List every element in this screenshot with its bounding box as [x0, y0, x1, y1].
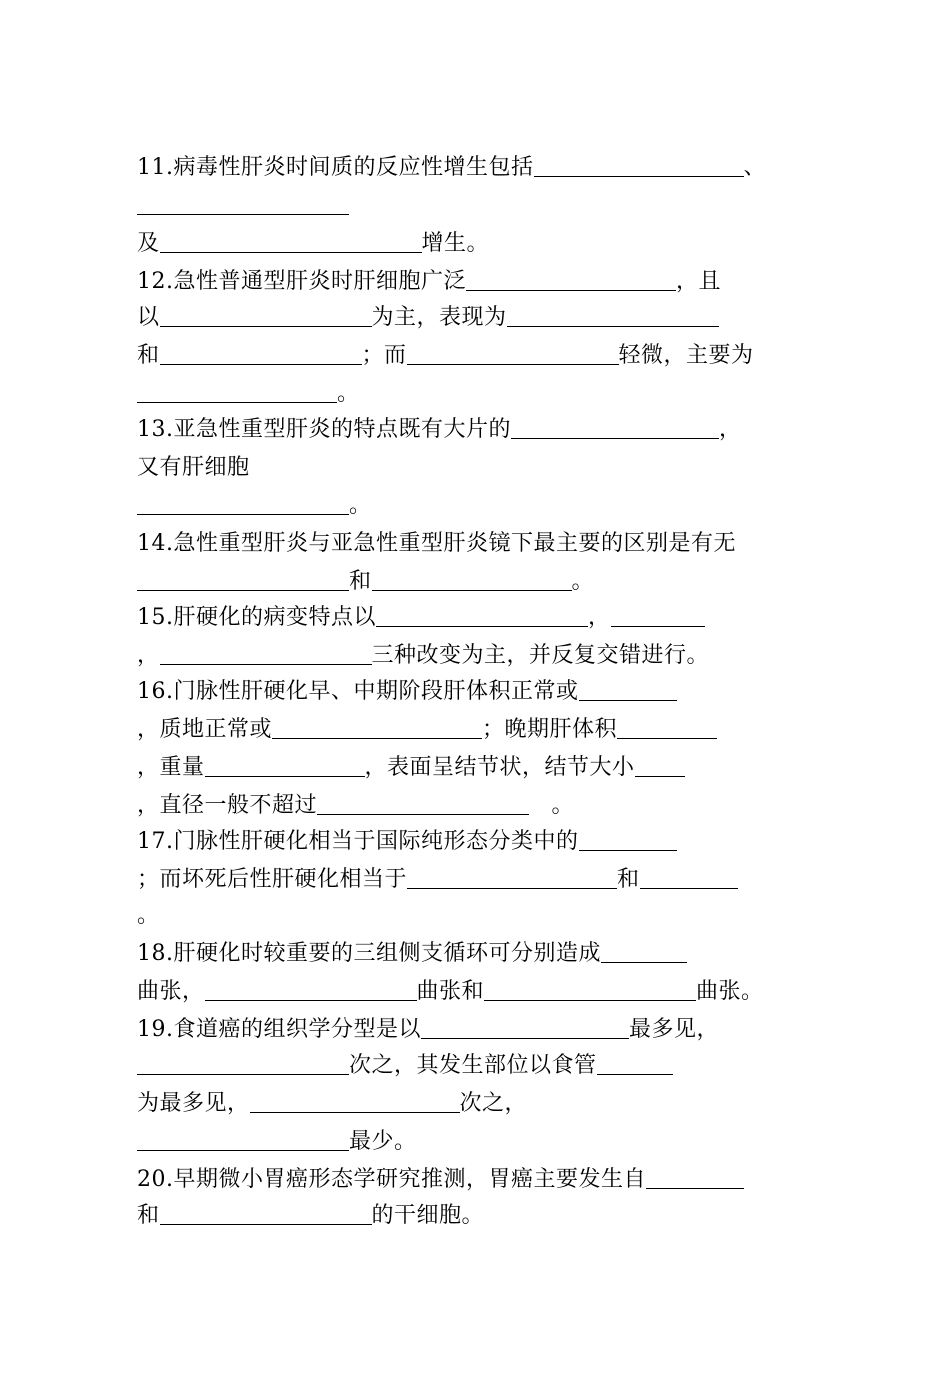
- question-text: 、: [743, 155, 767, 180]
- question-text: 17.门脉性肝硬化相当于国际纯形态分类中的: [137, 829, 579, 854]
- answer-blank[interactable]: [421, 1016, 629, 1039]
- question-text: 和: [137, 1203, 160, 1228]
- question-line: [137, 190, 349, 222]
- answer-blank[interactable]: [597, 1052, 673, 1075]
- question-text: 13.亚急性重型肝炎的特点既有大片的: [137, 417, 511, 442]
- question-line: [137, 266, 721, 298]
- answer-blank[interactable]: [137, 1128, 349, 1151]
- question-line: [137, 640, 709, 672]
- question-text: 的干细胞。: [371, 1203, 485, 1228]
- question-line: [137, 490, 372, 522]
- question-text: ；而坏死后性肝硬化相当于: [137, 867, 408, 892]
- answer-blank[interactable]: [579, 828, 677, 851]
- question-text: 11.病毒性肝炎时间质的反应性增生包括: [137, 155, 534, 180]
- question-text: ，且: [676, 269, 722, 294]
- answer-blank[interactable]: [160, 342, 362, 365]
- question-text: ；而: [361, 343, 407, 368]
- question-text: 。: [529, 793, 575, 818]
- question-text: 曲张和: [416, 979, 485, 1004]
- question-line: [137, 1164, 744, 1196]
- question-line: [137, 900, 160, 932]
- question-text: 增生。: [421, 231, 490, 256]
- answer-blank[interactable]: [646, 1166, 744, 1189]
- question-text: 12.急性普通型肝炎时肝细胞广泛: [137, 269, 466, 294]
- answer-blank[interactable]: [484, 978, 696, 1001]
- question-text: 最多见，: [629, 1017, 720, 1042]
- answer-blank[interactable]: [160, 1202, 372, 1225]
- answer-blank[interactable]: [507, 304, 719, 327]
- question-text: ，: [137, 643, 160, 668]
- answer-blank[interactable]: [372, 568, 572, 591]
- question-text: 最少。: [349, 1129, 417, 1154]
- question-text: 20.早期微小胃癌形态学研究推测，胃癌主要发生自: [137, 1167, 646, 1192]
- question-line: [137, 938, 687, 970]
- answer-blank[interactable]: [137, 492, 349, 515]
- question-text: 曲张，: [137, 979, 205, 1004]
- question-line: [137, 790, 574, 822]
- question-text: 为最多见，: [137, 1091, 250, 1116]
- question-line: [137, 1050, 673, 1082]
- question-text: ，直径一般不超过: [137, 793, 318, 818]
- question-line: [137, 414, 742, 446]
- question-line: [137, 1088, 527, 1120]
- answer-blank[interactable]: [407, 342, 619, 365]
- answer-blank[interactable]: [466, 268, 676, 291]
- answer-blank[interactable]: [617, 716, 717, 739]
- answer-blank[interactable]: [601, 940, 687, 963]
- question-line: [137, 228, 489, 260]
- question-line: [137, 714, 717, 746]
- question-text: ；晚期肝体积: [482, 717, 618, 742]
- question-text: 次之，: [459, 1091, 528, 1116]
- question-text: 。: [337, 381, 360, 406]
- question-line: [137, 1126, 417, 1158]
- answer-blank[interactable]: [635, 754, 685, 777]
- question-text: 次之，其发生部位以食管: [349, 1053, 597, 1078]
- question-line: [137, 826, 677, 858]
- question-text: ，质地正常或: [137, 717, 273, 742]
- question-text: ，: [588, 605, 611, 630]
- answer-blank[interactable]: [137, 380, 337, 403]
- answer-blank[interactable]: [511, 416, 719, 439]
- question-text: 和: [137, 343, 160, 368]
- answer-blank[interactable]: [611, 604, 705, 627]
- question-text: 为主，表现为: [371, 305, 507, 330]
- question-line: [137, 452, 250, 484]
- question-text: 和: [349, 569, 372, 594]
- answer-blank[interactable]: [160, 304, 372, 327]
- question-line: [137, 864, 738, 896]
- question-line: [137, 302, 719, 334]
- question-line: [137, 566, 594, 598]
- question-line: [137, 1200, 484, 1232]
- question-text: 轻微，主要为: [618, 343, 754, 368]
- question-text: 。: [349, 493, 372, 518]
- answer-blank[interactable]: [160, 642, 372, 665]
- answer-blank[interactable]: [317, 792, 529, 815]
- answer-blank[interactable]: [160, 230, 422, 253]
- answer-blank[interactable]: [205, 978, 417, 1001]
- question-line: [137, 340, 754, 372]
- question-text: 又有肝细胞: [137, 455, 250, 480]
- question-line: [137, 676, 677, 708]
- question-text: 15.肝硬化的病变特点以: [137, 605, 376, 630]
- question-line: [137, 976, 764, 1008]
- question-text: ，表面呈结节状，结节大小: [364, 755, 635, 780]
- answer-blank[interactable]: [272, 716, 482, 739]
- answer-blank[interactable]: [205, 754, 365, 777]
- answer-blank[interactable]: [137, 1052, 349, 1075]
- answer-blank[interactable]: [534, 154, 744, 177]
- question-text: ，重量: [137, 755, 205, 780]
- question-text: 及: [137, 231, 160, 256]
- question-text: 。: [137, 903, 160, 928]
- answer-blank[interactable]: [640, 866, 738, 889]
- question-line: [137, 378, 360, 410]
- answer-blank[interactable]: [376, 604, 588, 627]
- question-text: 14.急性重型肝炎与亚急性重型肝炎镜下最主要的区别是有无: [137, 531, 736, 556]
- answer-blank[interactable]: [137, 568, 349, 591]
- question-text: 。: [571, 569, 595, 594]
- answer-blank[interactable]: [579, 678, 677, 701]
- question-line: [137, 528, 736, 560]
- question-line: [137, 602, 705, 634]
- answer-blank[interactable]: [137, 192, 349, 215]
- question-text: 和: [617, 867, 640, 892]
- question-line: [137, 752, 685, 784]
- question-line: [137, 1014, 719, 1046]
- question-line: [137, 152, 766, 184]
- question-text: ，: [719, 417, 742, 442]
- question-text: 曲张。: [696, 979, 764, 1004]
- question-text: 16.门脉性肝硬化早、中期阶段肝体积正常或: [137, 679, 579, 704]
- question-text: 三种改变为主，并反复交错进行。: [371, 643, 710, 668]
- question-text: 19.食道癌的组织学分型是以: [137, 1017, 421, 1042]
- question-text: 以: [137, 305, 160, 330]
- question-text: 18.肝硬化时较重要的三组侧支循环可分别造成: [137, 941, 601, 966]
- answer-blank[interactable]: [407, 866, 617, 889]
- answer-blank[interactable]: [250, 1090, 460, 1113]
